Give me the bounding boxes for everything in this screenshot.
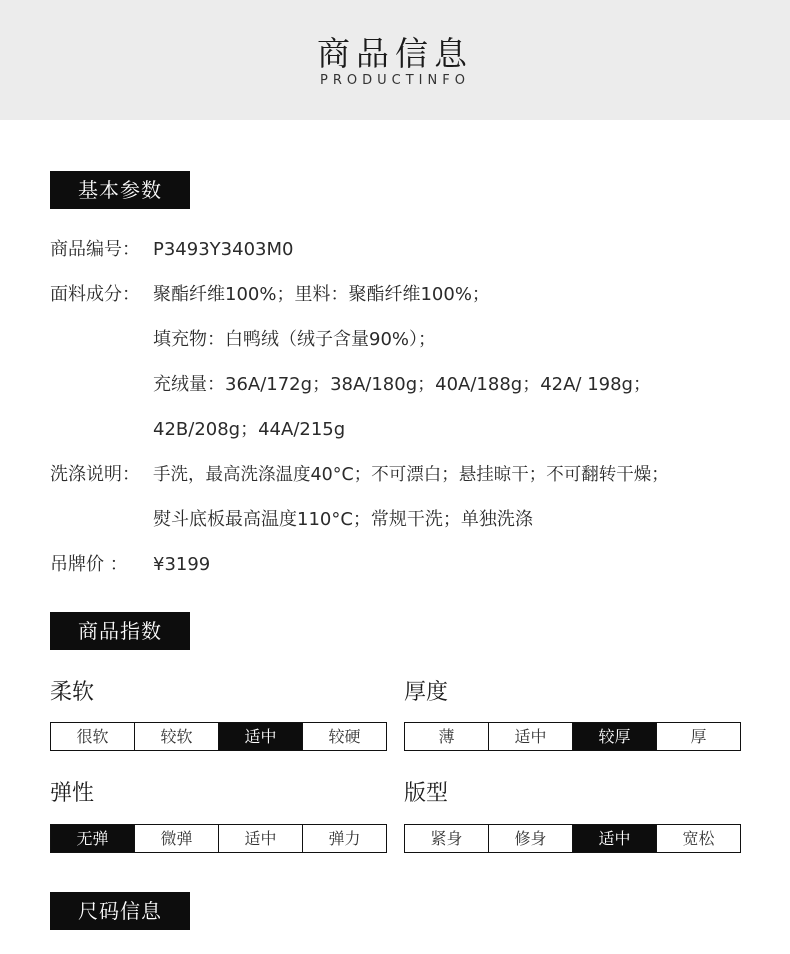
fit-option: 修身: [489, 825, 573, 852]
price-value: ¥3199: [153, 554, 211, 575]
fabric-label: 面料成分：: [50, 284, 140, 305]
elasticity-option: 微弹: [135, 825, 219, 852]
fit-option: 宽松: [657, 825, 740, 852]
softness-option: 较硬: [303, 723, 386, 750]
fit-scale: [404, 824, 741, 853]
softness-option: 很软: [51, 723, 135, 750]
thickness-scale: [404, 722, 741, 751]
thickness-option: 较厚: [573, 723, 657, 750]
section-basic-label: 基本参数: [50, 171, 190, 209]
fabric-line-2: 填充物：白鸭绒（绒子含量90%）；: [153, 329, 437, 350]
elasticity-option: 无弹: [51, 825, 135, 852]
elasticity-option: 弹力: [303, 825, 386, 852]
section-size-label: 尺码信息: [50, 892, 190, 930]
section-index-label: 商品指数: [50, 612, 190, 650]
product-code-label: 商品编号：: [50, 239, 140, 260]
header-title: 商品信息: [317, 34, 473, 73]
softness-title: 柔软: [50, 680, 95, 705]
price-label: 吊牌价 ：: [50, 554, 128, 575]
fabric-line-3: 充绒量：36A/172g；38A/180g；40A/188g；42A/ 198g；: [153, 374, 651, 395]
fit-option: 紧身: [405, 825, 489, 852]
elasticity-option: 适中: [219, 825, 303, 852]
softness-scale: [50, 722, 387, 751]
thickness-title: 厚度: [404, 680, 449, 705]
wash-line-1: 手洗，最高洗涤温度40°C；不可漂白；悬挂晾干；不可翻转干燥；: [153, 465, 669, 485]
softness-option: 适中: [219, 723, 303, 750]
thickness-option: 薄: [405, 723, 489, 750]
fabric-line-4: 42B/208g；44A/215g: [153, 419, 346, 440]
page-header: [0, 0, 790, 120]
fabric-line-1: 聚酯纤维100%；里料：聚酯纤维100%；: [153, 284, 490, 305]
wash-line-2: 熨斗底板最高温度110°C；常规干洗；单独洗涤: [153, 509, 533, 530]
thickness-option: 适中: [489, 723, 573, 750]
wash-label: 洗涤说明：: [50, 464, 140, 485]
fit-option: 适中: [573, 825, 657, 852]
fit-title: 版型: [404, 781, 449, 806]
elasticity-scale: [50, 824, 387, 853]
softness-option: 较软: [135, 723, 219, 750]
product-code-value: P3493Y3403M0: [153, 239, 294, 260]
elasticity-title: 弹性: [50, 781, 95, 806]
thickness-option: 厚: [657, 723, 740, 750]
header-subtitle: PRODUCTINFO: [320, 73, 470, 88]
